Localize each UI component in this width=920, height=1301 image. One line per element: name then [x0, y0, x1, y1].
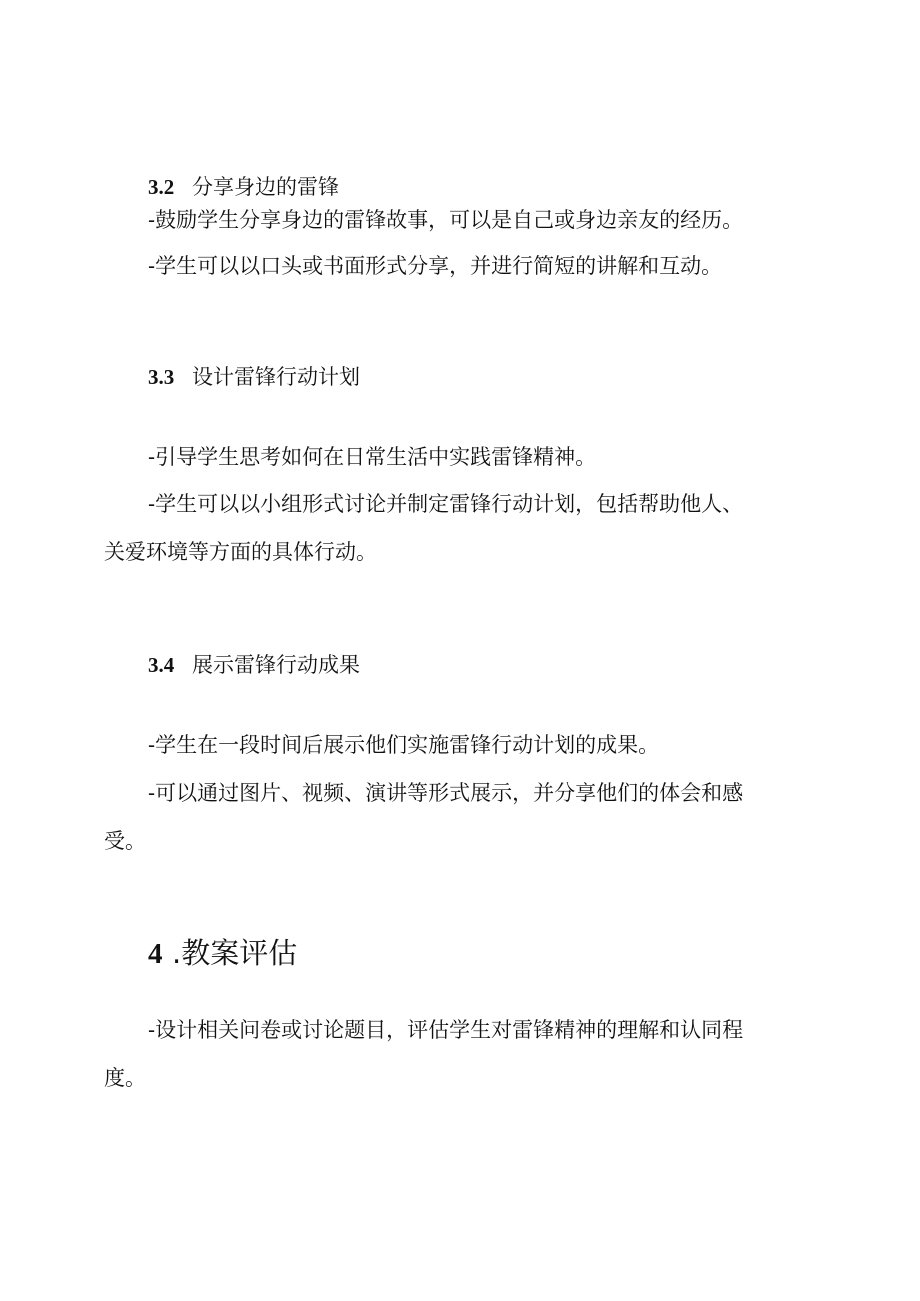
paragraph: -学生可以以小组形式讨论并制定雷锋行动计划，包括帮助他人、 — [148, 492, 744, 516]
paragraph: -鼓励学生分享身边的雷锋故事，可以是自己或身边亲友的经历。 — [148, 208, 744, 232]
section-number: 3.4 — [148, 653, 175, 677]
section-number: 3.2 — [148, 175, 175, 199]
section-heading-4 — [148, 935, 297, 972]
paragraph-continuation: 关爱环境等方面的具体行动。 — [104, 540, 377, 564]
paragraph: -学生在一段时间后展示他们实施雷锋行动计划的成果。 — [148, 733, 660, 757]
paragraph: -学生可以以口头或书面形式分享，并进行简短的讲解和互动。 — [148, 254, 723, 278]
section-number: 4 — [148, 938, 163, 970]
paragraph: -设计相关问卷或讨论题目，评估学生对雷锋精神的理解和认同程 — [148, 1018, 744, 1042]
section-heading-3-4 — [148, 651, 360, 679]
section-title: 展示雷锋行动成果 — [192, 653, 360, 677]
paragraph-continuation: 度。 — [104, 1066, 146, 1090]
paragraph-continuation: 受。 — [104, 829, 146, 853]
section-title: 设计雷锋行动计划 — [192, 365, 360, 389]
section-heading-3-3 — [148, 363, 360, 391]
paragraph: -引导学生思考如何在日常生活中实践雷锋精神。 — [148, 445, 597, 469]
paragraph: -可以通过图片、视频、演讲等形式展示，并分享他们的体会和感 — [148, 781, 744, 805]
section-title: 分享身边的雷锋 — [192, 175, 339, 199]
section-number: 3.3 — [148, 365, 175, 389]
section-title: .教案评估 — [172, 936, 298, 970]
section-heading-3-2 — [148, 173, 339, 201]
